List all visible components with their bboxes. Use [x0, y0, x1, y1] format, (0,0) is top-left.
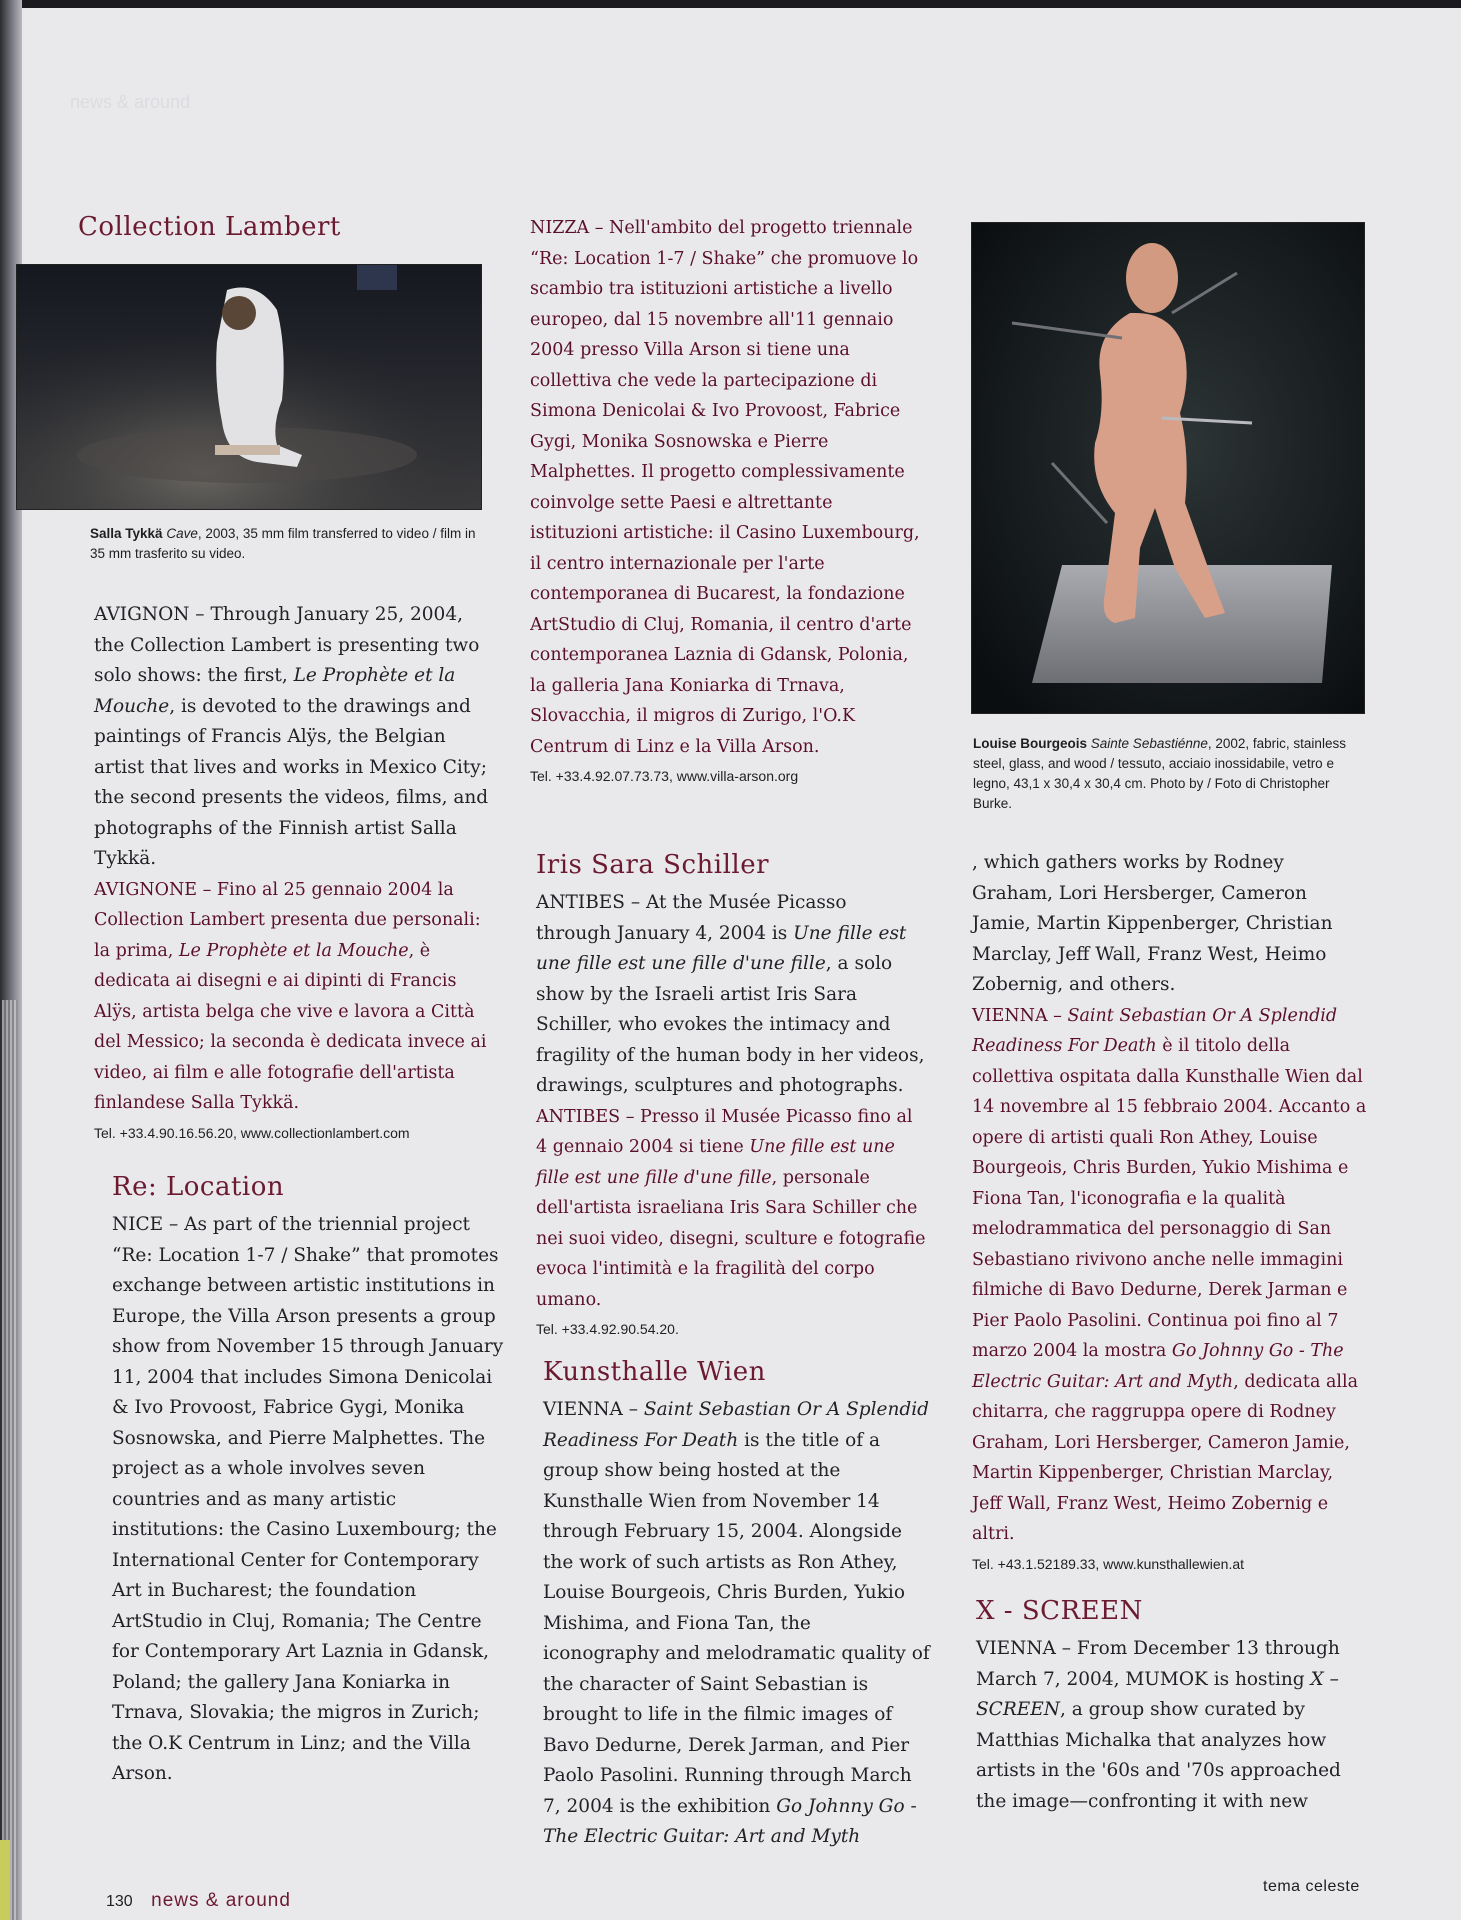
photo-louise-bourgeois	[971, 222, 1365, 714]
page-number: 130	[106, 1893, 133, 1910]
page-footer	[106, 1890, 291, 1912]
color-tab	[0, 1840, 10, 1920]
text-it-iris-sara-schiller: ANTIBES – Presso il Musée Picasso fino al 4 gennaio 2004 si tiene Une fille est une fille est une fille d'une fille, personale dell'artista israeliana Iris Sara Schiller che nei suoi video, disegni, sculture e fotografie evoca l'intimità e la fragilità del corpo umano.	[536, 1106, 926, 1310]
article-re-location-it	[530, 213, 922, 784]
caption-title: Sainte Sebastiénne	[1090, 736, 1208, 751]
caption-artist: Louise Bourgeois	[973, 736, 1088, 751]
faint-running-header: news & around	[70, 92, 191, 112]
section-name: news & around	[151, 1890, 291, 1911]
photo-salla-tykka	[16, 264, 482, 510]
heading-re-location: Re: Location	[112, 1172, 285, 1202]
article-iris-sara-schiller	[536, 850, 926, 1337]
cave-film-still	[17, 265, 481, 509]
caption-details: , 2002, fabric, stainless steel, glass, and wood / tessuto, acciaio inossidabile, vetro e legno, 43,1 x 30,4 x 30,4 cm. Photo by / Foto di Christopher Burke.	[973, 736, 1346, 811]
text-it-kunsthalle-wien: VIENNA – Saint Sebastian Or A Splendid Readiness For Death è il titolo della collettiva ospitata dalla Kunsthalle Wien dal 14 novembre al 15 febbraio 2004. Accanto a opere di artisti quali Ron Athey, Louise Bourgeois, Chris Burden, Yukio Mishima e Fiona Tan, l'iconografia e la qualità melodrammatica del personaggio di San Sebastiano rivivono anche nelle immagini filmiche di Bavo Dedurne, Derek Jarman e Pier Paolo Pasolini. Continua poi fino al 7 marzo 2004 la mostra Go Johnny Go - The Electric Guitar: Art and Myth, dedicata alla chitarra, che raggruppa opere di Rodney Graham, Lori Hersberger, Cameron Jamie, Martin Kippenberger, Christian Marclay, Jeff Wall, Franz West, Heimo Zobernig e altri.	[972, 1005, 1367, 1544]
text-en-collection-lambert: AVIGNON – Through January 25, 2004, the Collection Lambert is presenting two solo shows: the first, Le Prophète et la Mouche, is devoted to the drawings and paintings of Francis Alÿs, the Belgian artist that lives and works in Mexico City; the second presents the videos, films, and photographs of the Finnish artist Salla Tykkä.	[94, 604, 489, 869]
tel-kunsthalle-wien: Tel. +43.1.52189.33, www.kunsthallewien.at	[972, 1555, 1245, 1572]
article-kunsthalle-wien	[543, 1357, 933, 1853]
column-1	[78, 212, 498, 250]
text-it-re-location: NIZZA – Nell'ambito del progetto triennale “Re: Location 1-7 / Shake” che promuove lo scambio tra istituzioni artistiche a livello europeo, dal 15 novembre all'11 gennaio 2004 presso Villa Arson si tiene una collettiva che vede la partecipazione di Simona Denicolai & Ivo Provoost, Fabrice Gygi, Monika Sosnowska e Pierre Malphettes. Il progetto complessivamente coinvolge sette Paesi e altrettante istituzioni artistiche: il Casino Luxembourg, il centro internazionale per l'arte contemporanea di Bucarest, la fondazione ArtStudio di Cluj, Romania, il centro d'arte contemporanea Laznia di Gdansk, Polonia, la galleria Jana Koniarka di Trnava, Slovacchia, il migros di Zurigo, l'O.K Centrum di Linz e la Villa Arson.	[530, 218, 920, 757]
caption-artist: Salla Tykkä	[90, 526, 163, 541]
heading-iris-sara-schiller: Iris Sara Schiller	[536, 850, 770, 880]
article-kunsthalle-wien-continued	[972, 848, 1367, 1572]
tel-iris-sara-schiller: Tel. +33.4.92.90.54.20.	[536, 1321, 679, 1337]
text-en-kunsthalle-wien-part2: , which gathers works by Rodney Graham, Lori Hersberger, Cameron Jamie, Martin Kippenberger, Christian Marclay, Jeff Wall, Franz West, Heimo Zobernig, and others.	[972, 852, 1333, 995]
text-en-kunsthalle-wien-part1: VIENNA – Saint Sebastian Or A Splendid Readiness For Death is the title of a group show being hosted at the Kunsthalle Wien from November 14 through February 15, 2004. Alongside the work of such artists as Ron Athey, Louise Bourgeois, Chris Burden, Yukio Mishima, and Fiona Tan, the iconography and melodramatic quality of the character of Saint Sebastian is brought to life in the filmic images of Bavo Dedurne, Derek Jarman, and Pier Paolo Pasolini. Running through March 7, 2004 is the exhibition Go Johnny Go - The Electric Guitar: Art and Myth	[543, 1399, 930, 1847]
text-en-re-location: NICE – As part of the triennial project “Re: Location 1-7 / Shake” that promotes exchange between artistic institutions in Europe, the Villa Arson presents a group show from November 15 through January 11, 2004 that includes Simona Denicolai & Ivo Provoost, Fabrice Gygi, Monika Sosnowska, and Pierre Malphettes. The project as a whole involves seven countries and as many artistic institutions: the Casino Luxembourg; the International Center for Contemporary Art in Bucharest; the foundation ArtStudio in Cluj, Romania; The Centre for Contemporary Art Laznia in Gdansk, Poland; the gallery Jana Koniarka in Trnava, Slovakia; the migros in Zurich; the O.K Centrum in Linz; and the Villa Arson.	[112, 1214, 504, 1784]
text-it-collection-lambert: AVIGNONE – Fino al 25 gennaio 2004 la Collection Lambert presenta due personali: la prima, Le Prophète et la Mouche, è dedicata ai disegni e ai dipinti di Francis Alÿs, artista belga che vive e lavora a Città del Messico; la seconda è dedicata invece ai video, ai film e alle fotografie dell'artista finlandese Salla Tykkä.	[94, 879, 487, 1113]
caption-title: Cave	[166, 526, 198, 541]
heading-kunsthalle-wien: Kunsthalle Wien	[543, 1357, 766, 1387]
caption-louise-bourgeois	[973, 734, 1363, 814]
page-top-edge	[0, 0, 1461, 8]
tel-re-location: Tel. +33.4.92.07.73.73, www.villa-arson.org	[530, 768, 799, 784]
text-en-x-screen: VIENNA – From December 13 through March 7, 2004, MUMOK is hosting X – SCREEN, a group show curated by Matthias Michalka that analyzes how artists in the '60s and '70s approached the image—confronting it with new	[976, 1638, 1341, 1812]
article-re-location	[112, 1172, 504, 1790]
article-collection-lambert	[94, 600, 496, 1141]
magazine-name: tema celeste	[1263, 1878, 1360, 1895]
tel-collection-lambert: Tel. +33.4.90.16.56.20, www.collectionlambert.com	[94, 1124, 410, 1141]
text-en-iris-sara-schiller: ANTIBES – At the Musée Picasso through January 4, 2004 is Une fille est une fille est une fille d'une fille, a solo show by the Israeli artist Iris Sara Schiller, who evokes the intimacy and fragility of the human body in her videos, drawings, sculptures and photographs.	[536, 892, 925, 1096]
caption-salla-tykka	[90, 524, 490, 564]
article-x-screen	[976, 1596, 1366, 1817]
sculpture-photo	[972, 223, 1364, 713]
page-edges	[2, 1000, 18, 1920]
heading-x-screen: X - SCREEN	[976, 1596, 1143, 1626]
caption-details: , 2003, 35 mm film transferred to video / film in 35 mm trasferito su video.	[90, 526, 476, 561]
heading-collection-lambert: Collection Lambert	[78, 212, 341, 242]
